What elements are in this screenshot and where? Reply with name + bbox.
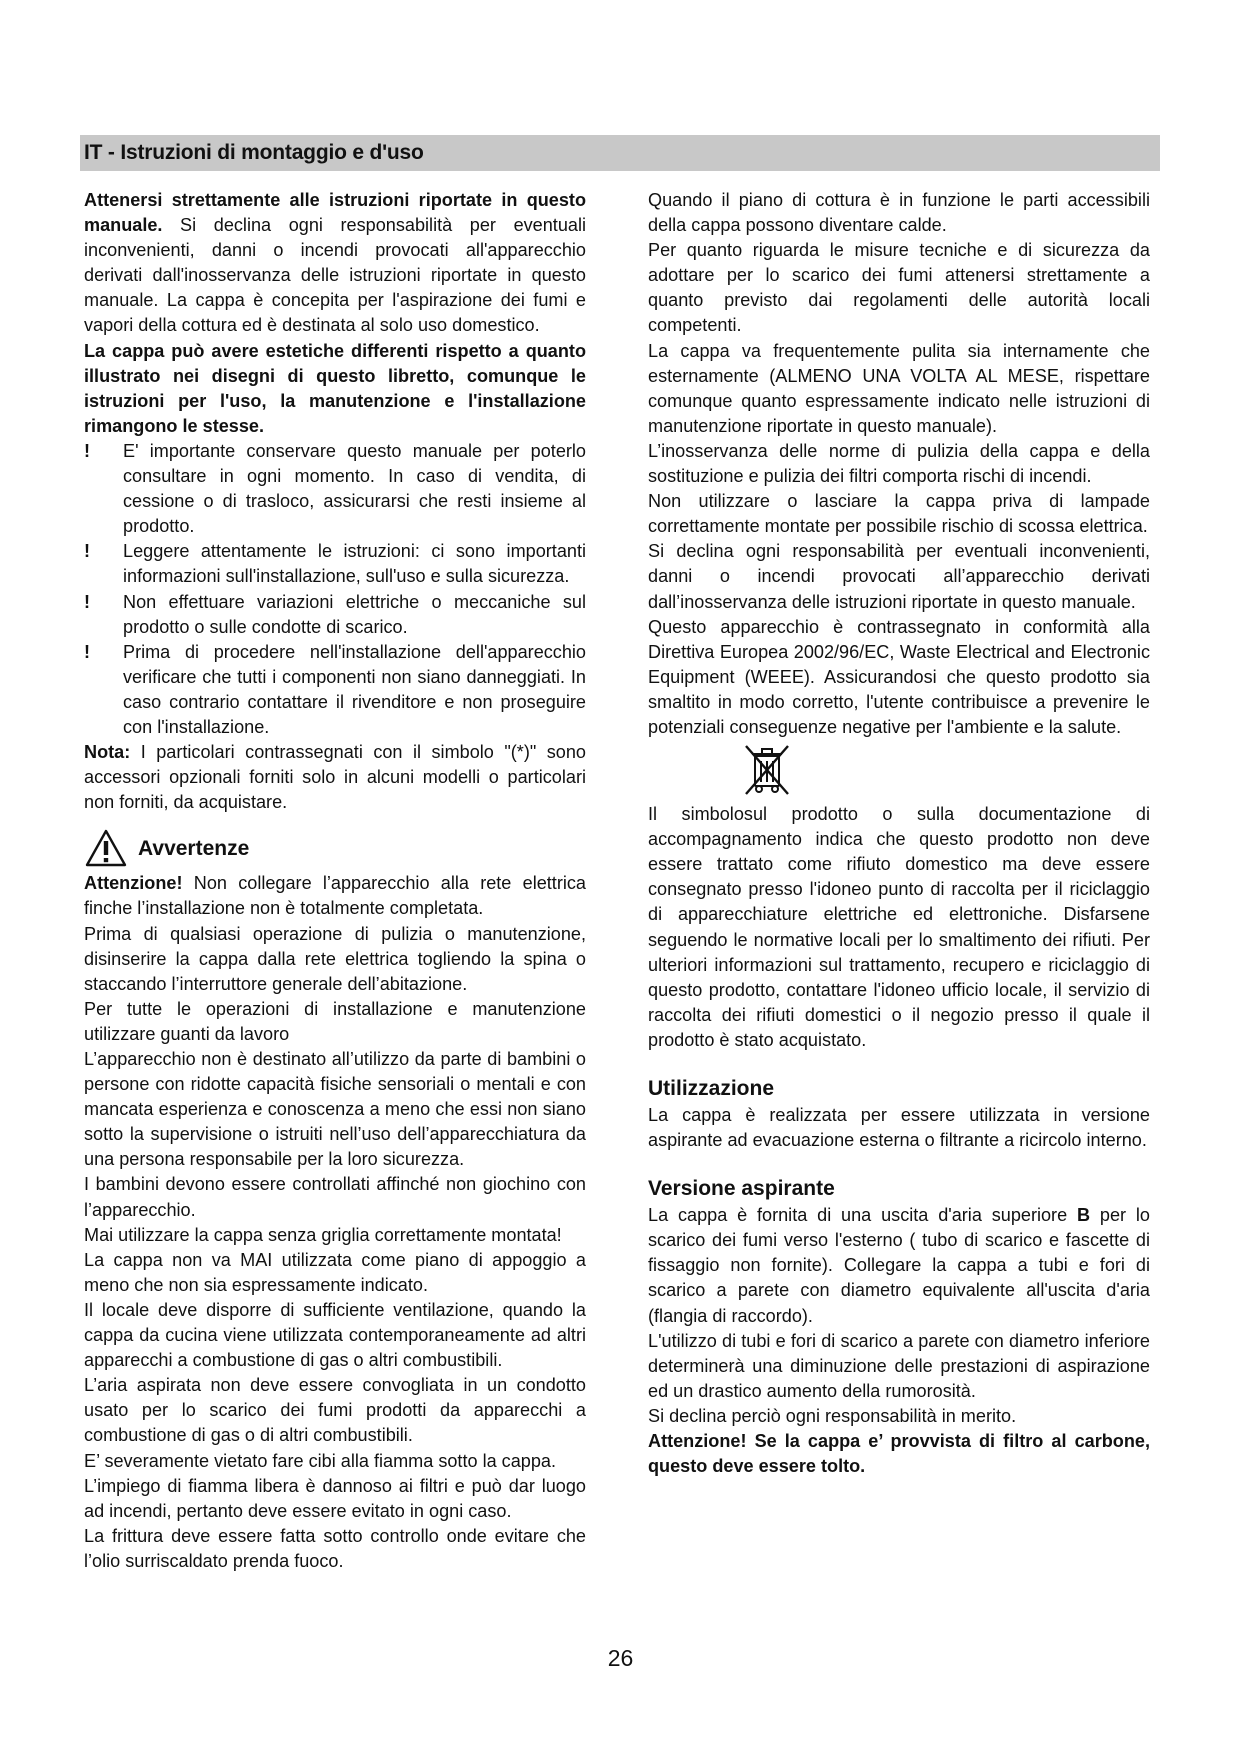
warning-triangle-icon [84, 828, 128, 868]
warning-paragraph: Il locale deve disporre di sufficiente ventilazione, quando la cappa da cucina viene utilizzata contemporaneamente ad altri apparecchi a combustione di gas o altri combustibili. [84, 1299, 586, 1371]
utilizzazione-text: La cappa è realizzata per essere utilizzata in versione aspirante ad evacuazione esterna o filtrante a ricircolo interno. [648, 1105, 1150, 1151]
intro-bold: Attenersi strettamente alle istruzioni riportate in questo manuale. [84, 190, 586, 236]
simbolo-text: sul prodotto o sulla documentazione di accompagnamento indica che questo prodotto non deve essere trattato come rifiuto domestico ma deve essere consegnato presso l'idoneo punto di raccolta per il riciclaggio di apparecchiature elettriche ed elettroniche. Disfarsene seguendo le normative locali per lo smaltimento dei rifiuti. Per ulteriori informazioni sul trattamento, recupero e riciclaggio di questo prodotto, contattare l'idoneo ufficio locale, il servizio di raccolta dei rifiuti domestici o il negozio presso il quale il prodotto è stato acquistato. [648, 804, 1151, 1050]
safety-paragraph: L’inosservanza delle norme di pulizia della cappa e della sostituzione e pulizia dei filtri comporta rischi di incendi. [648, 440, 1150, 487]
page-title: IT - Istruzioni di montaggio e d'uso [84, 141, 424, 164]
warning-paragraph: E’ severamente vietato fare cibi alla fiamma sotto la cappa. [84, 1450, 557, 1471]
intro-paragraph [84, 188, 586, 339]
safety-paragraph: Non utilizzare o lasciare la cappa priva di lampade correttamente montate per possibile rischio di scossa elettrica. [648, 491, 1150, 537]
warning-paragraph: L’apparecchio non è destinato all’utilizzo da parte di bambini o persone con ridotte capacità fisiche sensoriali o mentali e con mancata esperienza e conoscenza a meno che essi non siano sotto la supervisione o istruiti nell’uso dell’apparecchiatura da una persona responsabile per la loro sicurezza. [84, 1049, 586, 1170]
exclamation-mark: ! [84, 541, 91, 562]
warning-heading [84, 825, 586, 871]
weee-symbol-row [648, 742, 1150, 802]
exclamation-mark: ! [84, 440, 91, 461]
simbolo-prefix: Il simbolo [648, 804, 744, 825]
versione-paragraph-2: L'utilizzo di tubi e fori di scarico a parete con diametro inferiore determinerà una diminuzione delle prestazioni di aspirazione ed un drastico aumento della rumorosità. [648, 1330, 1150, 1401]
safety-paragraph: Per quanto riguarda le misure tecniche e di sicurezza da adottare per lo scarico dei fumi attenersi strettamente a quanto previsto dai regolamenti delle autorità locali competenti. [648, 240, 1150, 336]
bullet-text: E' importante conservare questo manuale per poterlo consultare in ogni momento. In caso di vendita, di cessione o di trasloco, assicurarsi che resti insieme al prodotto. [123, 440, 586, 537]
safety-paragraph: La cappa va frequentemente pulita sia internamente che esternamente (ALMENO UNA VOLTA AL MESE, rispettare comunque quanto espressamente indicato nelle istruzioni di manutenzione riportate in questo manuale). [648, 340, 1150, 436]
simbolo-paragraph [648, 802, 1150, 1053]
nota-label: Nota: [84, 742, 131, 763]
warning-paragraph: La frittura deve essere fatta sotto controllo onde evitare che l’olio surriscaldato prenda fuoco. [84, 1525, 586, 1571]
warning-paragraph: La cappa non va MAI utilizzata come piano di appoggio a meno che non sia espressamente indicato. [84, 1249, 586, 1295]
left-column [84, 188, 586, 1574]
versione-paragraph-3: Si declina perciò ogni responsabilità in merito. [648, 1405, 1017, 1426]
warning-paragraph: L’impiego di fiamma libera è dannoso ai filtri e può dar luogo ad incendi, pertanto deve essere evitato in ogni caso. [84, 1475, 586, 1521]
bullet-text: Leggere attentamente le istruzioni: ci sono importanti informazioni sull'installazione, sull'uso e sulla sicurezza. [123, 541, 586, 587]
carbon-filter-warning: Attenzione! Se la cappa e’ provvista di filtro al carbone, questo deve essere tolto. [648, 1431, 1150, 1477]
design-note: La cappa può avere estetiche differenti rispetto a quanto illustrato nei disegni di questo libretto, comunque le istruzioni per l'uso, la manutenzione e l'installazione rimangono le stesse. [84, 340, 586, 436]
versione-text-2: per lo scarico dei fumi verso l'esterno ( tubo di scarico e fascette di fissaggio non fornite). Collegare la cappa a tubi e fori di scarico a parete con diametro equivalente all'uscita d'aria (flangia di raccordo). [648, 1205, 1150, 1326]
warning-title: Avvertenze [138, 836, 250, 860]
safety-paragraph: Si declina ogni responsabilità per eventuali inconvenienti, danni o incendi provocati all’apparecchio derivati dall’inosservanza delle istruzioni riportate in questo manuale. [648, 541, 1150, 612]
intro-text: Si declina ogni responsabilità per eventuali inconvenienti, danni o incendi provocati all'apparecchio derivati dall'inosservanza delle istruzioni riportate in questo manuale. La cappa è concepita per l'aspirazione dei fumi e vapori della cottura ed è destinata al solo uso domestico. [84, 215, 586, 336]
warning-paragraph: L’aria aspirata non deve essere convogliata in un condotto usato per lo scarico dei fumi prodotti da apparecchi a combustione di gas o di altri combustibili. [84, 1375, 586, 1446]
bullet-item [84, 640, 586, 740]
utilizzazione-heading: Utilizzazione [648, 1077, 775, 1100]
versione-paragraph [648, 1203, 1150, 1328]
nota-text: I particolari contrassegnati con il simbolo "(*)" sono accessori opzionali forniti solo in alcuni modelli o particolari non forniti, da acquistare. [84, 742, 586, 813]
section-header-bar [80, 135, 1160, 171]
page-number: 26 [607, 1645, 634, 1671]
attenzione-text: Non collegare l’apparecchio alla rete elettrica finche l’installazione non è totalmente completata. [84, 873, 586, 919]
nota-paragraph [84, 740, 586, 815]
crossed-bin-icon [740, 742, 794, 802]
warning-paragraph: I bambini devono essere controllati affinché non giochino con l’apparecchio. [84, 1174, 586, 1220]
bullet-item [84, 539, 586, 589]
warning-paragraph: Mai utilizzare la cappa senza griglia correttamente montata! [84, 1224, 562, 1245]
exclamation-mark: ! [84, 591, 91, 612]
bullet-item [84, 590, 586, 640]
bullet-item [84, 439, 586, 539]
right-column [648, 188, 1150, 1479]
bullet-text: Prima di procedere nell'installazione dell'apparecchio verificare che tutti i componenti non siano danneggiati. In caso contrario contattare il rivenditore e non proseguire con l'installazione. [123, 641, 586, 737]
attenzione-paragraph [84, 871, 586, 921]
safety-paragraph: Quando il piano di cottura è in funzione le parti accessibili della cappa possono diventare calde. [648, 190, 1150, 236]
versione-bold-b: B [1077, 1205, 1091, 1226]
bullet-text: Non effettuare variazioni elettriche o meccaniche sul prodotto o sulle condotte di scarico. [123, 591, 586, 637]
weee-paragraph: Questo apparecchio è contrassegnato in conformità alla Direttiva Europea 2002/96/EC, Waste Electrical and Electronic Equipment (WEEE). Assicurandosi che questo prodotto sia smaltito in modo corretto, l'utente contribuisce a prevenire le potenziali conseguenze negative per l'ambiente e la salute. [648, 616, 1150, 737]
versione-heading: Versione aspirante [648, 1177, 835, 1201]
warning-paragraph: Prima di qualsiasi operazione di pulizia o manutenzione, disinserire la cappa dalla rete elettrica togliendo la spina o staccando l’interruttore generale dell’abitazione. [84, 923, 586, 994]
attenzione-label: Attenzione! [84, 873, 183, 894]
warning-paragraph: Per tutte le operazioni di installazione e manutenzione utilizzare guanti da lavoro [84, 998, 586, 1044]
versione-text-1: La cappa è fornita di una uscita d'aria superiore [648, 1205, 1077, 1226]
exclamation-mark: ! [84, 641, 91, 662]
